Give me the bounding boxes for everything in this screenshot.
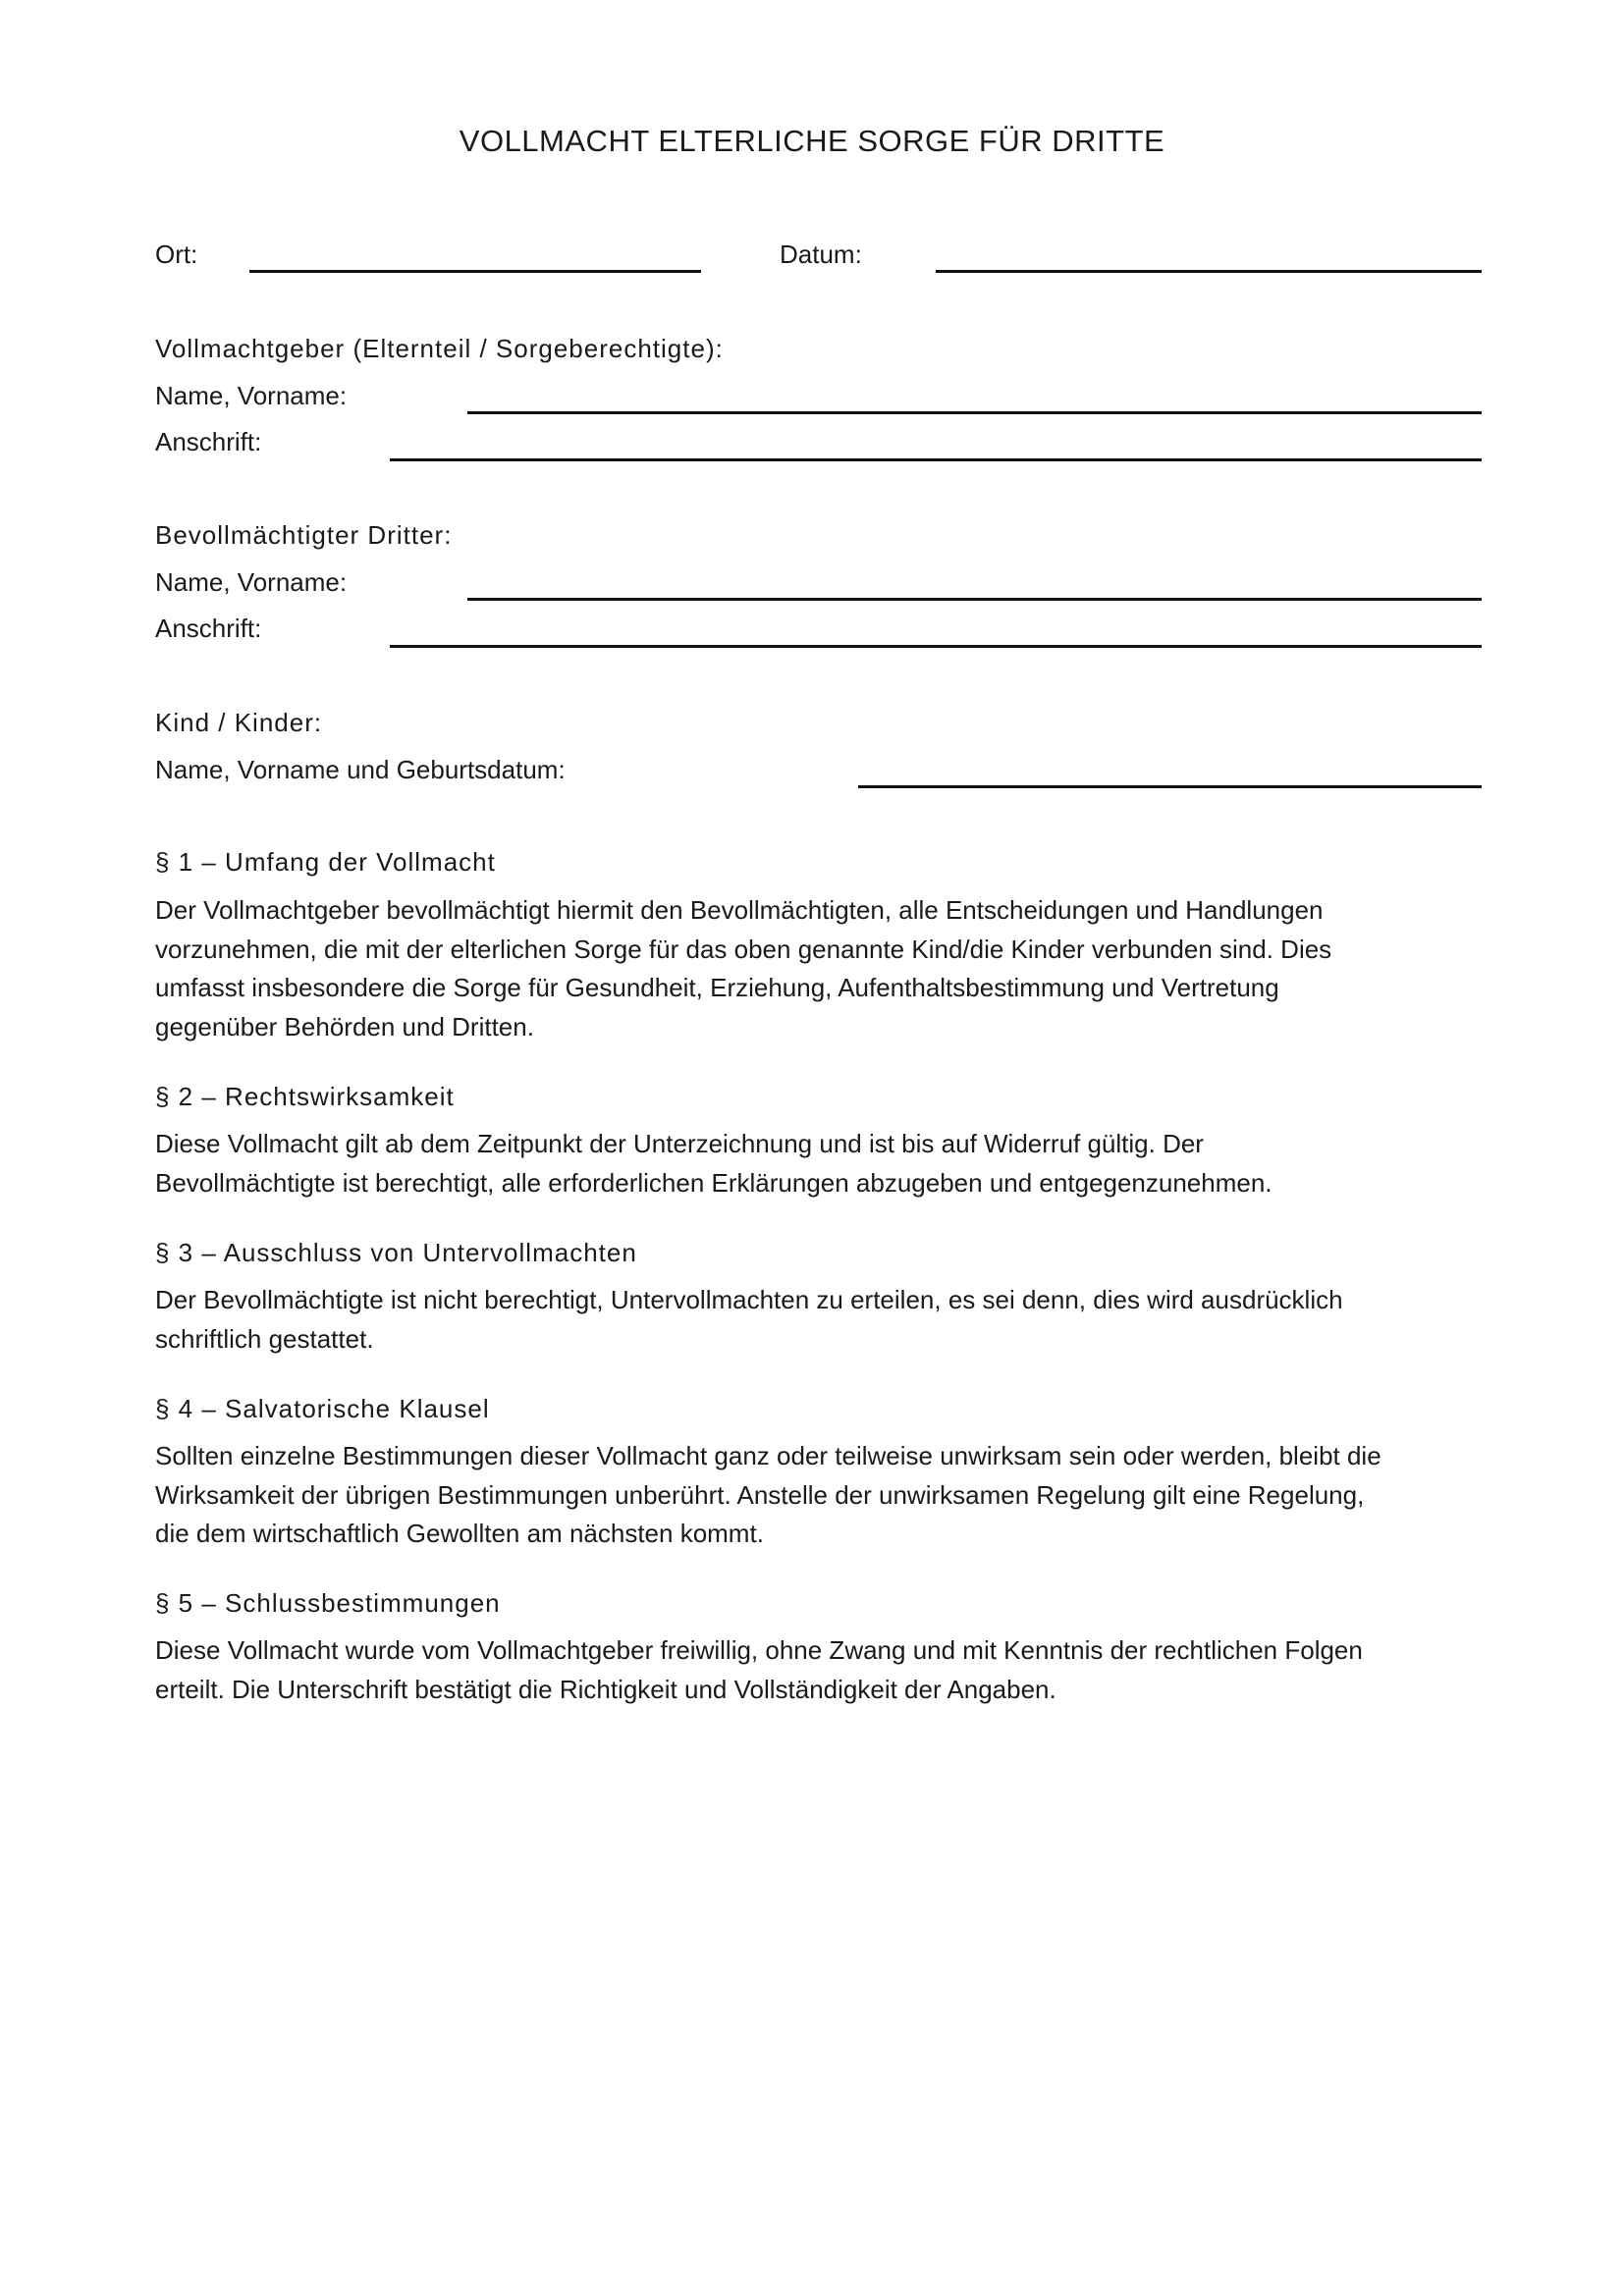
document-title: VOLLMACHT ELTERLICHE SORGE FÜR DRITTE xyxy=(459,124,1165,158)
kinder-heading: Kind / Kinder: xyxy=(155,708,323,737)
section-5-line: Diese Vollmacht wurde vom Vollmachtgeber freiwillig, ohne Zwang und mit Kenntnis der rechtlichen Folgen xyxy=(155,1635,1363,1665)
section-1-line: Der Vollmachtgeber bevollmächtigt hiermit den Bevollmächtigten, alle Entscheidungen und Handlungen xyxy=(155,895,1324,925)
section-1-body xyxy=(155,891,1490,1046)
vollmachtgeber-anschrift-line[interactable] xyxy=(390,458,1482,461)
section-4-line: Wirksamkeit der übrigen Bestimmungen unberührt. Anstelle der unwirksamen Regelung gilt eine Regelung, xyxy=(155,1479,1365,1510)
bevollmaechtigter-name-line[interactable] xyxy=(467,598,1482,601)
bevollmaechtigter-name-label: Name, Vorname: xyxy=(155,567,348,597)
section-5-body xyxy=(155,1631,1490,1709)
vollmachtgeber-name-line[interactable] xyxy=(467,411,1482,414)
section-1-line: umfasst insbesondere die Sorge für Gesundheit, Erziehung, Aufenthaltsbestimmung und Vertretung xyxy=(155,973,1279,1002)
section-3-line: schriftlich gestattet. xyxy=(155,1323,374,1354)
section-4-body xyxy=(155,1437,1490,1554)
datum-line[interactable] xyxy=(936,270,1482,273)
section-3-heading: § 3 – Ausschluss von Untervollmachten xyxy=(155,1238,637,1267)
section-2-heading: § 2 – Rechtswirksamkeit xyxy=(155,1082,455,1111)
ort-label: Ort: xyxy=(155,240,198,269)
section-5-heading: § 5 – Schlussbestimmungen xyxy=(155,1588,501,1618)
section-1-heading: § 1 – Umfang der Vollmacht xyxy=(155,847,496,877)
section-2-body xyxy=(155,1125,1490,1202)
bevollmaechtigter-anschrift-line[interactable] xyxy=(390,645,1482,648)
section-3-line: Der Bevollmächtigte ist nicht berechtigt, Untervollmachten zu erteilen, es sei denn, dies wird ausdrücklich xyxy=(155,1285,1343,1314)
section-1-line: gegenüber Behörden und Dritten. xyxy=(155,1011,534,1041)
bevollmaechtigter-anschrift-label: Anschrift: xyxy=(155,614,262,643)
section-3-body xyxy=(155,1281,1490,1359)
datum-label: Datum: xyxy=(780,240,862,269)
section-4-heading: § 4 – Salvatorische Klausel xyxy=(155,1394,490,1423)
vollmachtgeber-heading: Vollmachtgeber (Elternteil / Sorgeberechtigte): xyxy=(155,334,724,363)
vollmachtgeber-anschrift-label: Anschrift: xyxy=(155,427,262,456)
bevollmaechtigter-heading: Bevollmächtigter Dritter: xyxy=(155,520,453,550)
section-2-line: Bevollmächtigte ist berechtigt, alle erforderlichen Erklärungen abzugeben und entgegenzunehmen. xyxy=(155,1167,1272,1198)
section-5-line: erteilt. Die Unterschrift bestätigt die Richtigkeit und Vollständigkeit der Angaben. xyxy=(155,1674,1056,1704)
section-2-line: Diese Vollmacht gilt ab dem Zeitpunkt der Unterzeichnung und ist bis auf Widerruf gültig. Der xyxy=(155,1129,1204,1158)
kinder-name-label: Name, Vorname und Geburtsdatum: xyxy=(155,755,566,784)
vollmachtgeber-name-label: Name, Vorname: xyxy=(155,381,348,410)
kinder-name-line[interactable] xyxy=(858,785,1482,788)
section-1-line: vorzunehmen, die mit der elterlichen Sorge für das oben genannte Kind/die Kinder verbunden sind. Dies xyxy=(155,934,1332,964)
ort-line[interactable] xyxy=(249,270,701,273)
section-4-line: die dem wirtschaftlich Gewollten am nächsten kommt. xyxy=(155,1519,764,1548)
section-4-line: Sollten einzelne Bestimmungen dieser Vollmacht ganz oder teilweise unwirksam sein oder werden, bleibt die xyxy=(155,1441,1381,1470)
